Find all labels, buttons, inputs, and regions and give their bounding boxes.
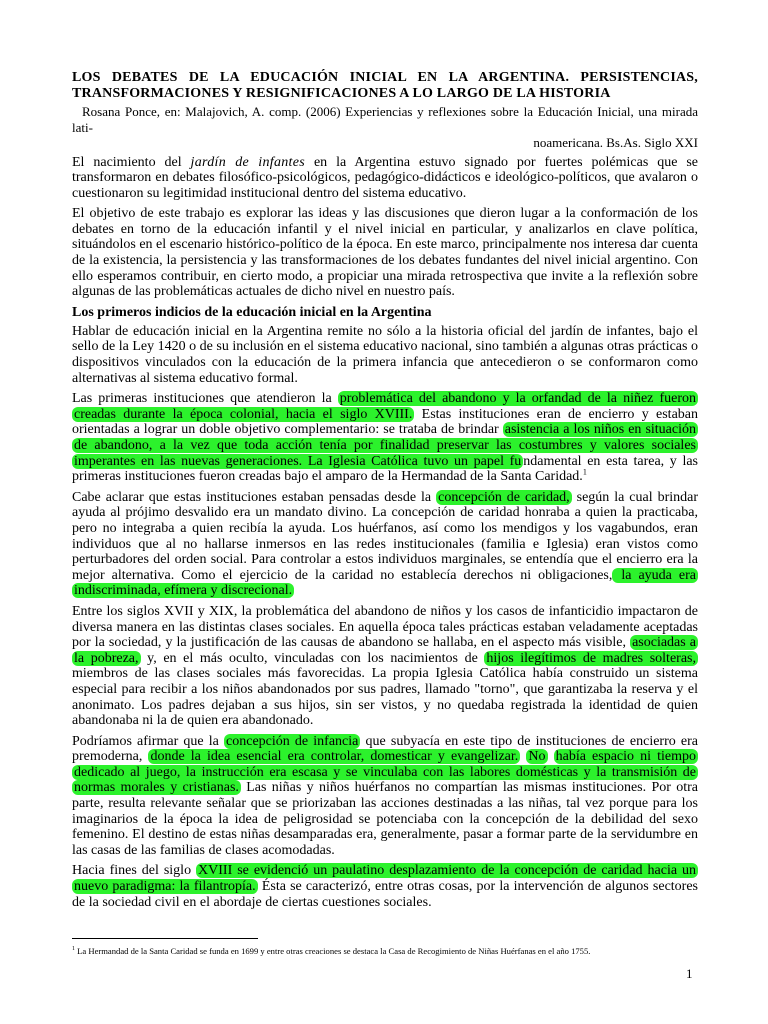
page-number: 1 [686,966,693,981]
paragraph-educacion-inicial: Hablar de educación inicial en la Argentina remite no sólo a la historia oficial del jardín de infantes, bajo el sello de la Ley 1420 o de su inclusión en el sistema educativo nacional, sino también a algunas otras prácticas o dispositivos vinculados con la educación de la primera infancia que antecedieron o se conformaron como alternativas al sistema educativo formal. [72,323,698,386]
emphasis-jardin-de-infantes: jardín de infantes [190,154,306,170]
text-run: Las niñas y niños huérfanos no compartían las mismas instituciones. Por otra parte, resulta relevante señalar que se priorizaban las acciones destinadas a las niñas, tal vez porque para los imaginarios de la época la idea de peligrosidad se potenciaba con la concepción de la debilidad del sexo femenino. El destino de estas niñas desamparadas era, generalmente, pasar a formar parte de la servidumbre en las casas de las familias de clases acomodadas. [72,780,698,858]
footnote [72,944,698,956]
text-run: Las primeras instituciones que atendieron la [72,391,338,407]
highlighted-text: la ayuda era indiscriminada, efímera y discrecional. [74,567,696,599]
highlighted-text: donde la idea esencial era controlar, domesticar y evangelizar. [150,749,519,765]
highlighted-text: asistencia a los niños en situación de abandono, a la vez que toda acción tenía por finalidad preservar las costumbres y valores sociales imperantes en las nuevas generaciones. La Iglesia Católica tuvo un papel fu [74,422,696,469]
text-run: Estas instituciones eran de encierro y estaban orientadas a lograr un doble objetivo complementario: se trataba de brindar [72,406,699,438]
section-heading: Los primeros indicios de la educación inicial en la Argentina [72,304,432,320]
highlighted-text: XVIII se evidenció un paulatino desplazamiento de la concepción de caridad hacia un nuevo paradigma: la filantropía. [74,863,697,895]
text-run: ndamental en esta tarea, y las primeras instituciones fueron creadas bajo el amparo de la Hermandad de la Santa Caridad. [72,453,698,485]
highlighted-text: concepción de infancia [226,733,359,749]
highlighted-text: problemática del abandono y la orfandad de la niñez fueron creadas durante la época colonial, hacia el siglo XVIII. [74,391,696,422]
paragraph-concepcion-infancia [72,734,698,859]
intro-paragraph [72,155,698,202]
text-run: según la cual brindar ayuda al prójimo desvalido era un mandato divino. La concepción de caridad honraba a quien la practicaba, pero no integraba a quien recibía la ayuda. Los huérfanos, así como los mendigos y los vagabundos, eran individuos que al no hallarse inmersos en las redes institucionales (familia e Iglesia) eran vistos como perturbadores del orden social. Para controlar a estos individuos marginales, se entendía que el encierro era la mejor alternativa. Como el ejercicio de la caridad no establecía derechos ni obligaciones, [72,489,698,583]
text-run: Cabe aclarar que estas instituciones estaban pensadas desde la [72,489,437,505]
text-run: en la Argentina estuvo signado por fuertes polémicas que se transformaron en debates filosófico-psicológicos, pedagógico-didácticos e ideológico-políticos, que avalaron o cuestionaron su legitimidad institucional dentro del sistema educativo. [72,154,698,201]
highlighted-text: No [528,749,546,765]
highlighted-text: hijos ilegítimos de madres solteras, [486,650,696,666]
paragraph-primeras-instituciones [72,391,698,485]
highlighted-text: concepción de caridad, [438,489,570,505]
citation-line-1: Rosana Ponce, en: Malajovich, A. comp. (2006) Experiencias y reflexiones sobre la Educación Inicial, una mirada lati- [72,104,698,135]
text-run: Entre los siglos XVII y XIX, la problemática del abandono de niños y los casos de infanticidio impactaron de diversa manera en las distintas clases sociales. En aquella época tales prácticas estaban veladamente aceptadas por la sociedad, y la justificación de las causas de abandono se hallaba, en el aspecto más visible, [72,603,698,651]
footnote-divider [72,938,258,939]
footnote-number: 1 [72,946,75,952]
text-run: que subyacía en este tipo de instituciones de encierro era premoderna, [72,733,698,765]
paragraph-caridad [72,490,698,599]
text-run: miembros de las clases sociales más favorecidas. La propia Iglesia Católica había construido un sistema especial para recibir a los niños abandonados por sus padres, llamado "torno", que garantizaba la reserva y el anonimato. Los padres dejaban a sus hijos, sin ser vistos, y no quedaba registrada la identidad de quien abandonaba ni la de quien era abandonado. [72,666,698,729]
highlighted-text: asociadas a la pobreza, [74,635,696,666]
text-run: El nacimiento del [72,154,191,170]
page-body [72,70,698,915]
citation-line-2: noamericana. Bs.As. Siglo XXI [533,135,698,150]
highlighted-text: había espacio ni tiempo dedicado al juego, la instrucción era escasa y se vinculaba con las labores domésticas y la transmisión de normas morales y cristianas. [74,749,697,796]
paragraph-abandono [72,604,698,729]
citation [72,104,698,151]
text-run: Podríamos afirmar que la [72,733,225,749]
text-run: Hacia fines del siglo [72,863,197,879]
text-run: Ésta se caracterizó, entre otras cosas, por la intervención de algunos sectores de la sociedad civil en el abordaje de ciertas cuestiones sociales. [72,879,699,910]
footnote-reference[interactable]: 1 [582,467,587,477]
page-title: LOS DEBATES DE LA EDUCACIÓN INICIAL EN LA ARGENTINA. PERSISTENCIAS, TRANSFORMACIONES Y RESIGNIFICACIONES A LO LARGO DE LA HISTORIA [72,70,698,101]
text-run: y, en el más oculto, vinculadas con los nacimientos de [140,650,485,666]
objective-paragraph: El objetivo de este trabajo es explorar las ideas y las discusiones que dieron lugar a la conformación de los debates en torno de la educación infantil y el nivel inicial en particular, y analizarlos en clave política, situándolos en el escenario histórico-político de la época. En este marco, principalmente nos interesa dar cuenta de la existencia, la persistencia y las transformaciones de los debates fundantes del nivel inicial argentino. Con ello esperamos contribuir, en cierto modo, a propiciar una mirada retrospectiva que invite a la reflexión sobre algunas de las problemáticas actuales de dicho nivel en nuestro país. [72,206,698,300]
footnote-text: La Hermandad de la Santa Caridad se funda en 1699 y entre otras creaciones se destaca la Casa de Recogimiento de Niñas Huérfanas en el año 1755. [75,945,591,956]
paragraph-filantropia [72,863,698,910]
text-run [548,749,554,764]
